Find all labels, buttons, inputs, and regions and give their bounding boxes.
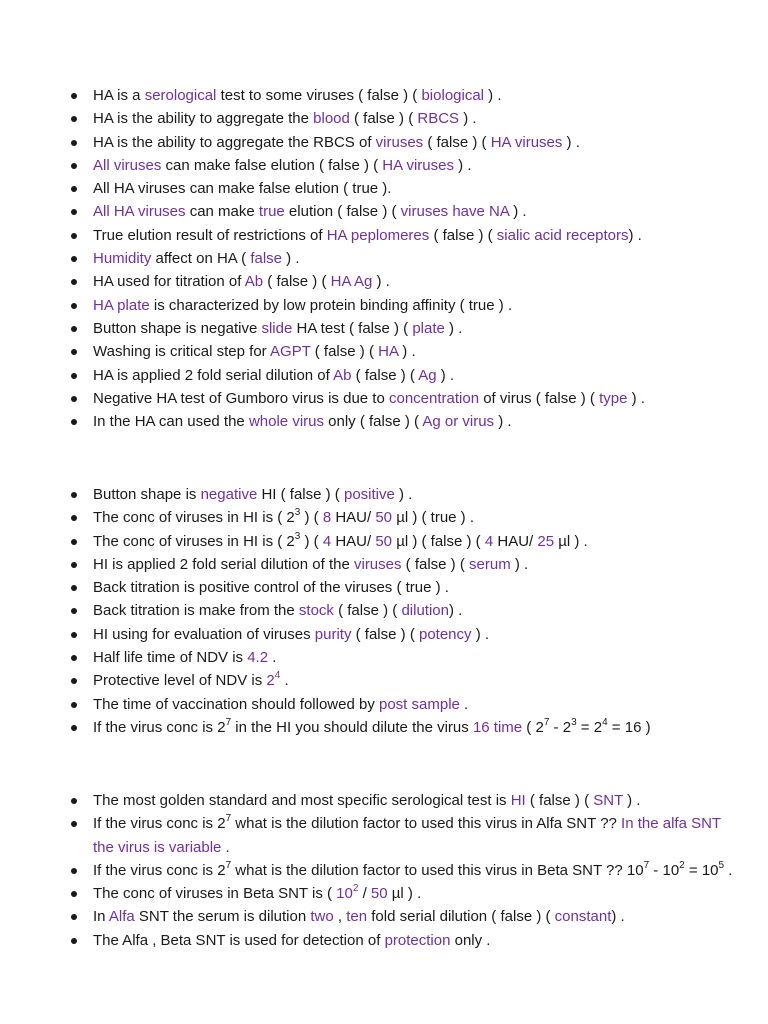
statement-text: HA is a [93,87,145,104]
highlighted-term: 2 [266,672,275,690]
statement-text: ( false ) ( [351,366,419,384]
statement-item [0,154,768,177]
statement-item [0,576,768,599]
statement-item [0,294,768,317]
statement-text: Protective level of NDV is [93,672,267,690]
statement-text: The most golden standard and most specific serological test is [93,792,511,809]
statement-text: HA test ( false ) ( [292,319,413,337]
section-ha-statements [0,84,768,433]
statement-text: ) . [484,87,502,104]
statement-text: The conc of viruses in HI is ( 2 [93,509,295,527]
statement-text: of virus ( false ) ( [479,389,600,407]
highlighted-term: 16 time [472,718,523,736]
statement-text: µl ) ( true ) . [392,509,475,527]
statement-item [0,364,768,387]
statement-text: = 16 ) [607,718,651,736]
highlighted-term: Ab [333,366,352,384]
statement-text: - 10 [649,861,680,879]
statement-text: ( false ) ( [351,625,419,643]
statement-text: The Alfa , Beta SNT is used for detection of [93,931,385,949]
statement-text: ) . [510,555,529,573]
statement-text: ) . [454,156,472,174]
superscript: 3 [294,507,301,519]
statement-text: = 2 [576,718,603,736]
statement-item [0,387,768,410]
statement-item [0,599,768,622]
statement-text: = 10 [684,861,719,879]
statement-text: ) . [459,110,477,128]
highlighted-term: 4.2 [247,649,269,667]
statement-item [0,410,768,433]
superscript: 4 [274,670,281,682]
statement-item [0,247,768,270]
statement-item [0,270,768,293]
statement-text: True elution result of restrictions of [93,226,327,244]
section-hi-statements [0,483,768,739]
statement-text: Negative HA test of Gumboro virus is due to [93,389,389,407]
highlighted-term: Ag or virus [422,413,495,431]
statement-text: Washing is critical step for [93,343,271,361]
statement-item [0,905,768,928]
superscript: 4 [602,716,608,728]
highlighted-term: plate [412,319,445,337]
statement-item [0,623,768,646]
highlighted-term: All HA viruses [93,203,186,221]
statement-text: HA is applied 2 fold serial dilution of [93,366,334,384]
statement-item [0,716,768,739]
superscript: 7 [225,813,232,825]
statement-text: . [221,838,230,856]
statement-text: HI is applied 2 fold serial dilution of the [93,555,354,573]
highlighted-term: HA viruses [490,133,563,151]
highlighted-term: type [599,389,628,407]
statement-text: HI ( false ) ( [257,486,344,503]
highlighted-term: slide [261,319,293,337]
superscript: 7 [543,716,550,728]
statement-text: ( false ) ( [263,273,331,291]
statement-text: elution ( false ) ( [284,203,401,221]
statement-item [0,317,768,340]
statement-item [0,200,768,223]
statement-text: ( false ) ( [429,226,497,244]
section-snt-statements [0,789,768,952]
statement-text: Button shape is [93,486,201,503]
statement-text: HA is the ability to aggregate the RBCS of [93,133,376,151]
statement-text: ( false ) ( [349,110,418,128]
highlighted-term: serological [144,87,217,104]
highlighted-term: 50 [370,885,388,903]
highlighted-term: All viruses [93,156,162,174]
statement-item [0,789,768,812]
highlighted-term: Ag [418,366,437,384]
statement-text: . [724,861,733,879]
statement-text: ) . [398,343,416,361]
highlighted-term: whole virus [248,413,324,431]
statement-text: ( false ) ( [333,602,402,620]
statement-text: ( false ) ( [310,343,379,361]
statement-item [0,812,768,859]
statement-text: ) . [471,625,490,643]
statement-text: - 2 [549,718,572,736]
statement-item [0,224,768,247]
statement-text: ) . [611,908,625,926]
statement-text: ) . [494,413,512,431]
statement-item [0,340,768,363]
statement-text: . [268,649,277,667]
statement-text: what is the dilution factor to used this virus in Beta SNT ?? 10 [231,861,644,879]
statement-text: ) . [628,226,642,244]
statement-text: , [333,908,347,926]
statement-text: can make false elution ( false ) ( [161,156,383,174]
highlighted-term: post sample [379,695,460,713]
statement-text: Button shape is negative [93,319,262,337]
highlighted-term: purity [314,625,352,643]
statement-text: . [459,695,469,713]
highlighted-term: 50 [375,509,393,527]
statement-text: Back titration is make from the [93,602,299,620]
statement-text: HAU/ [331,509,376,527]
statement-item [0,859,768,882]
statement-text: µl ) . [387,885,422,903]
highlighted-term: HA plate [93,296,150,314]
highlighted-term: Humidity [93,250,152,268]
highlighted-term: 4 [322,532,332,550]
statement-text: . [280,672,289,690]
highlighted-term: 4 [484,532,494,550]
superscript: 7 [643,859,650,871]
superscript: 2 [679,859,685,871]
highlighted-term: HA peplomeres [326,226,430,244]
statement-text: HA is the ability to aggregate the [93,110,314,128]
statement-item [0,882,768,905]
statement-text: ) . [372,273,390,291]
statement-text: ) ( [300,532,323,550]
statement-text: fold serial dilution ( false ) ( [367,908,555,926]
statement-text: in the HI you should dilute the virus [231,718,473,736]
highlighted-term: constant [554,908,612,926]
highlighted-term: viruses [353,555,402,573]
highlighted-term: 50 [375,532,393,550]
statement-item [0,530,768,553]
highlighted-term: blood [313,110,350,128]
statement-item [0,131,768,154]
statement-text: The conc of viruses in Beta SNT is ( [93,885,337,903]
superscript: 7 [225,716,232,728]
statement-text: µl ) ( false ) ( [392,532,485,550]
statement-item [0,177,768,200]
statement-text: ) ( [300,509,323,527]
statement-item [0,506,768,529]
statement-text: ) . [282,250,300,268]
statement-text: HI using for evaluation of viruses [93,625,315,643]
highlighted-term: biological [421,87,485,104]
statement-text: All HA viruses can make false elution ( true ). [93,180,392,198]
statement-text: If the virus conc is 2 [93,815,226,833]
statement-text: / [358,885,371,903]
statement-text: SNT the serum is dilution [134,908,311,926]
highlighted-term: potency [418,625,472,643]
highlighted-term: Alfa [108,908,135,926]
statement-text: what is the dilution factor to used this virus in Alfa SNT ?? [231,815,622,833]
highlighted-term: AGPT [270,343,311,361]
statement-text: ( 2 [522,718,544,736]
statement-text: HA used for titration of [93,273,245,291]
highlighted-term: Ab [244,273,264,291]
highlighted-term: 8 [322,509,332,527]
highlighted-term: SNT [593,792,623,809]
highlighted-term: concentration [388,389,480,407]
highlighted-term: positive [343,486,395,503]
statement-item [0,84,768,107]
statement-text: ) . [448,602,463,620]
statement-item [0,929,768,952]
highlighted-term: negative [200,486,258,503]
statement-text: only ( false ) ( [323,413,423,431]
statement-text: ) . [509,203,527,221]
statement-text: affect on HA ( [151,250,251,268]
statement-text: ( false ) ( [401,555,470,573]
highlighted-term: 10 [336,885,353,903]
statement-text: HAU/ [331,532,376,550]
highlighted-term: RBCS [417,110,460,128]
highlighted-term: HA [378,343,399,361]
highlighted-term: ten [346,908,368,926]
highlighted-term: false [250,250,282,268]
superscript: 2 [352,883,359,895]
statement-text: In the HA can used the [93,413,249,431]
statement-text: µl ) . [554,532,588,550]
statement-text: ) . [622,792,641,809]
statement-text: ( false ) ( [525,792,594,809]
highlighted-term: two [310,908,334,926]
statement-item [0,553,768,576]
statement-text: ( false ) ( [423,133,491,151]
highlighted-term: viruses [375,133,424,151]
statement-text: If the virus conc is 2 [93,718,226,736]
highlighted-term: dilution [401,602,449,620]
statement-text: In [93,908,109,926]
statement-text: The conc of viruses in HI is ( 2 [93,532,295,550]
statement-item [0,107,768,130]
statement-text: The time of vaccination should followed by [93,695,379,713]
statement-item [0,483,768,506]
highlighted-term: 25 [537,532,555,550]
highlighted-term: serum [469,555,511,573]
statement-text: only . [450,931,491,949]
superscript: 7 [225,859,232,871]
highlighted-term: viruses have NA [400,203,510,221]
superscript: 3 [294,530,301,542]
statement-text: test to some viruses ( false ) ( [216,87,422,104]
highlighted-term: true [258,203,285,221]
statement-text: HAU/ [493,532,538,550]
statement-item [0,646,768,669]
superscript: 5 [718,859,725,871]
highlighted-term: protection [384,931,451,949]
statement-text: ) . [562,133,580,151]
statement-text: Half life time of NDV is [93,649,248,667]
highlighted-term: HA Ag [330,273,373,291]
statement-text: is characterized by low protein binding affinity ( true ) . [149,296,513,314]
statement-text: ) . [436,366,455,384]
statement-text: Back titration is positive control of the viruses ( true ) . [93,579,449,597]
highlighted-term: stock [298,602,334,620]
highlighted-term: HA viruses [382,156,454,174]
statement-text: can make [185,203,259,221]
statement-text: ) . [444,319,463,337]
highlighted-term: sialic acid receptors [496,226,629,244]
highlighted-term: In the alfa SNT the virus is variable [93,815,721,856]
statement-item [0,669,768,692]
statement-text: ) . [627,389,645,407]
statement-text: If the virus conc is 2 [93,861,226,879]
superscript: 3 [571,716,577,728]
highlighted-term: HI [510,792,526,809]
statement-item [0,693,768,716]
statement-text: ) . [394,486,413,503]
